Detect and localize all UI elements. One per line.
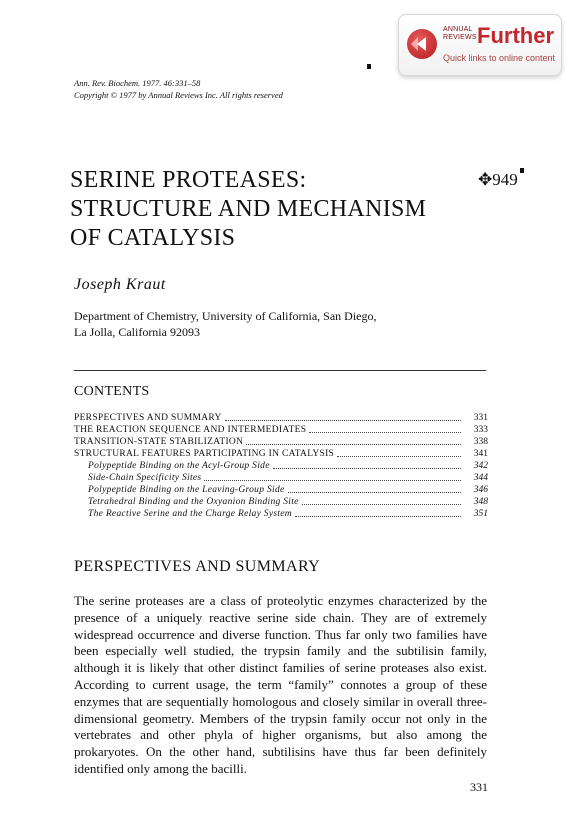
author-affiliation: Department of Chemistry, University of California, San Diego, La Jolla, California 92093: [74, 309, 377, 339]
journal-citation: Ann. Rev. Biochem. 1977. 46:331–58: [74, 78, 201, 88]
section-heading: PERSPECTIVES AND SUMMARY: [74, 558, 321, 575]
title-line: OF CATALYSIS: [70, 225, 236, 251]
toc-subentry[interactable]: Tetrahedral Binding and the Oxyanion Binding Site 348: [88, 497, 488, 507]
title-line: SERINE PROTEASES:: [70, 167, 307, 193]
toc-subentry[interactable]: Polypeptide Binding on the Leaving-Group Side 346: [88, 485, 488, 495]
toc-entry[interactable]: STRUCTURAL FEATURES PARTICIPATING IN CATALYSIS 341: [74, 449, 488, 459]
page-number: 331: [470, 780, 488, 794]
further-wordmark: Further: [477, 23, 554, 48]
scan-mark: [367, 64, 371, 69]
toc-entry[interactable]: TRANSITION-STATE STABILIZATION 338: [74, 437, 488, 447]
author-name: Joseph Kraut: [74, 276, 166, 293]
table-of-contents: [74, 412, 488, 520]
toc-entry[interactable]: THE REACTION SEQUENCE AND INTERMEDIATES 333: [74, 425, 488, 435]
annual-reviews-logo-icon: [407, 29, 437, 59]
contents-heading: CONTENTS: [74, 384, 150, 399]
title-line: STRUCTURE AND MECHANISM: [70, 196, 427, 222]
quick-links-text[interactable]: Quick links to online content: [443, 53, 556, 63]
article-title: [70, 166, 426, 253]
toc-subentry[interactable]: Polypeptide Binding on the Acyl-Group Side 342: [88, 461, 488, 471]
further-badge[interactable]: [398, 14, 562, 76]
body-paragraph: The serine proteases are a class of proteolytic enzymes characterized by the presence of a uniquely reactive serine side chain. They are of extremely widespread occurrence and diverse function. Thus far only two families have been especially well studied, the trypsin family and the subtilisin family, although it is likely that other distinct families of serine proteases also exist. According to current usage, the term “family” connotes a group of these enzymes that are sequentially homologous and closely similar in overall three-dimensional geometry. Members of the trypsin family occur not only in the vertebrates and other phyla of higher organisms, but also among the prokaryotes. On the other hand, subtilisins have thus far been definitely identified only among the bacilli.: [74, 593, 487, 776]
copyright-notice: Copyright © 1977 by Annual Reviews Inc. All rights reserved: [74, 90, 283, 100]
annual-reviews-wordmark: ANNUAL REVIEWS: [443, 26, 477, 41]
article-code: ✥949: [478, 170, 518, 189]
scan-mark: [520, 168, 524, 173]
toc-subentry[interactable]: The Reactive Serine and the Charge Relay System 351: [88, 509, 488, 519]
toc-entry[interactable]: PERSPECTIVES AND SUMMARY 331: [74, 413, 488, 423]
toc-subentry[interactable]: Side-Chain Specificity Sites 344: [88, 473, 488, 483]
section-divider: [74, 370, 486, 371]
